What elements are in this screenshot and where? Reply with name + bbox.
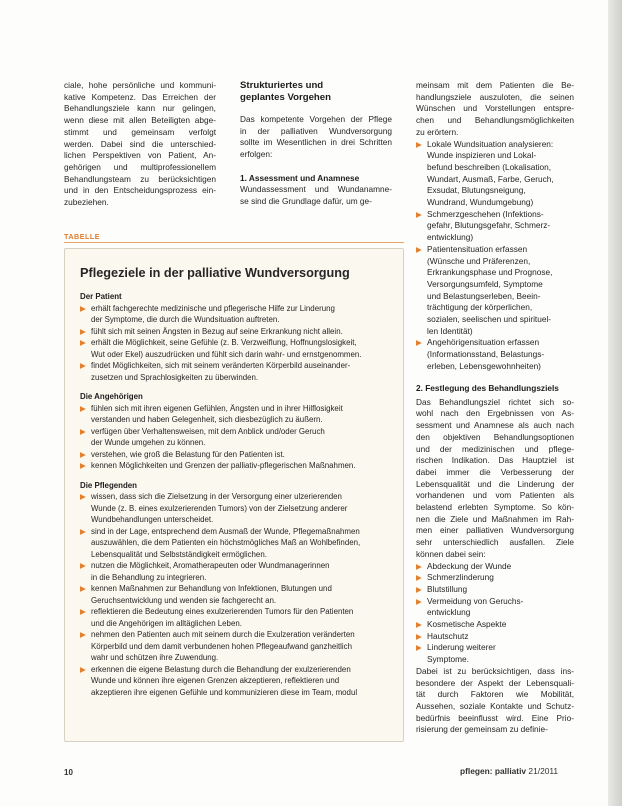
table-item-text: fühlt sich mit seinen Ängsten in Bezug auf seine Erkrankung nicht allein. [91, 326, 343, 336]
text-line: und der medizinischen und pflege- [416, 443, 574, 454]
table-item-text: nehmen den Patienten auch mit seinem durch die Exulzeration veränderten Körperbild und dem damit verbundenen hohen Pflegeaufwand ganzheitlich wahr und schützen ihre Zuwendung. [91, 630, 355, 662]
table-list-item [80, 426, 394, 449]
table-list-item [80, 449, 394, 461]
list-item-text: Lokale Wundsituation analysieren: Wunde inspizieren und Lokal- befund beschreiben (Lokalisation, Wundart, Ausmaß, Farbe, Geruch, Exsudat, Blutungsneigung, Wundrand, Wundumgebung) [427, 138, 554, 208]
column-1 [64, 80, 216, 209]
table-group-heading: Die Angehörigen [80, 392, 143, 401]
table-group-list [80, 491, 394, 698]
text-line: meinsam mit dem Patienten die Be- [416, 80, 574, 90]
table-list-item [80, 491, 394, 526]
bullet-arrow-icon: ▶ [416, 573, 422, 583]
page-edge-shadow [608, 0, 622, 806]
list-item-text: Abdeckung der Wunde [427, 560, 512, 571]
table-list-item [80, 606, 394, 629]
text-line: chen und Behandlungsmöglichkeiten [416, 115, 574, 126]
list-item-text: Vermeidung von Geruchs- entwicklung [427, 595, 524, 618]
list-item-text: Angehörigensituation erfassen (Informationsstand, Belastungs- erleben, Lebensgewohnheiten) [427, 337, 545, 371]
section-heading-structured: Strukturiertes und geplantes Vorgehen [240, 80, 331, 103]
table-list-item [80, 326, 394, 338]
text-line: rischen Indikation. Das Hauptziel ist [416, 455, 574, 466]
text-line: gehörigen und multiprofessionellem [64, 161, 216, 172]
table-item-text: sind in der Lage, entsprechend dem Ausmaß der Wunde, Pflegemaßnahmen auszuwählen, die dem Patienten ein höchstmögliches Maß an Wohlbefinden, Lebensqualität und Selbstständigkeit ermöglichen. [91, 526, 361, 559]
list-item-text: Patientensituation erfassen (Wünsche und Präferenzen, Erkrankungsphase und Prognose, Versorgungsumfeld, Symptome und Belastungserleben, Beein- trächtigung der körperlichen, sozialen, seelischen und spirituel- len Identität) [427, 243, 553, 336]
table-item-text: fühlen sich mit ihren eigenen Gefühlen, Ängsten und in ihrer Hilflosigkeit verstanden und haben Gelegenheit, sich diesbezüglich zu äußern. [91, 403, 343, 424]
list-item [416, 642, 574, 665]
table-item-text: verstehen, wie groß die Belastung für den Patienten ist. [91, 449, 285, 459]
text-line: risierung der gemeinsam zu definie- [416, 724, 548, 735]
bullet-arrow-icon: ▶ [80, 492, 86, 501]
bullet-arrow-icon: ▶ [416, 643, 422, 653]
text-line: handlungsziele auszuloten, die seinen [416, 91, 574, 102]
table-item-text: erkennen die eigene Belastung durch die Behandlung der exulzerierenden Wunde und können ihre eigenen Grenzen akzeptieren, reflektieren und akzeptieren ihre eigenen Gefühle und kommunizieren diese im Team, modul [91, 664, 358, 697]
text-line: Dabei ist zu berücksichtigen, dass ins- [416, 665, 574, 676]
text-line: zu erörtern. [416, 126, 459, 137]
bullet-arrow-icon: ▶ [80, 303, 86, 313]
list-item [416, 631, 574, 643]
bullet-arrow-icon: ▶ [80, 338, 86, 347]
table-item-text: erhält die Möglichkeit, seine Gefühle (z. B. Verzweiflung, Hoffnungslosigkeit, Wut oder Ekel) auszudrücken und fühlt sich darin wahr- und ernstgenommen. [91, 338, 362, 359]
table-list-item [80, 583, 394, 606]
text-line: Behandlungsziele kann nur gelingen, [64, 103, 216, 114]
text-line: nen die Ziele und Maßnahmen im Rah- [416, 513, 574, 524]
step1-heading: 1. Assessment und Anamnese [240, 172, 360, 183]
text-line: Wünschen und Vorstellungen entspre- [416, 103, 574, 114]
list-item-text: Blutstillung [427, 583, 468, 594]
text-line: Das Behandlungsziel richtet sich so- [416, 396, 574, 407]
table-list-item [80, 337, 394, 360]
text-line: den objektiven Behandlungsoptionen [416, 431, 574, 442]
bullet-arrow-icon: ▶ [416, 244, 422, 254]
bullet-arrow-icon: ▶ [80, 449, 86, 459]
text-line: können dabei sein: [416, 548, 486, 559]
list-item-text: Schmerzgeschehen (Infektions- gefahr, Blutungsgefahr, Schmerz- entwicklung) [427, 208, 551, 243]
list-item [416, 619, 574, 631]
text-line: Wundassessment und Wundanamne- [240, 184, 392, 195]
magazine-footer [460, 766, 558, 776]
text-line: kative Kompetenz. Das Erreichen der [64, 91, 216, 102]
text-line: sollte im Wesentlichen in drei Schritten [240, 137, 392, 148]
table-list-item [80, 303, 394, 326]
bullet-arrow-icon: ▶ [80, 664, 86, 674]
table-item-text: nutzen die Möglichkeit, Aromatherapeuten oder Wundmanagerinnen in die Behandlung zu integrieren. [91, 561, 330, 582]
table-list-item [80, 360, 394, 383]
text-line: se sind die Grundlage dafür, um ge- [240, 195, 372, 206]
table-tag-rule [64, 242, 404, 243]
table-body [80, 291, 394, 698]
text-line: dabei immer die Verbesserung der [416, 466, 574, 477]
list-item-text: Schmerzlinderung [427, 572, 494, 583]
column-3 [416, 80, 574, 373]
table-item-text: kennen Maßnahmen zur Behandlung von Infektionen, Blutungen und Geruchsentwicklung und wenden sie fachgerecht an. [91, 584, 332, 605]
list-item [416, 596, 574, 619]
goals-list [416, 561, 574, 666]
list-item [416, 209, 574, 244]
bullet-arrow-icon: ▶ [80, 403, 86, 413]
table-item-text: wissen, dass sich die Zielsetzung in der Versorgung einer ulzerierenden Wunde (z. B. eines exulzerierenden Tumors) von der Zielsetzung anderer Wundbehandlungen unterscheidet. [91, 492, 348, 524]
table-item-text: reflektieren die Bedeutung eines exulzerierenden Tumors für den Patienten und die Angehörigen im alltäglichen Leben. [91, 607, 354, 628]
magazine-name: pflegen: palliativ [460, 766, 527, 776]
text-line: Behandlungsteam zu berücksichtigen [64, 173, 216, 184]
list-item [416, 572, 574, 584]
bullet-arrow-icon: ▶ [80, 630, 86, 639]
table-list-item [80, 460, 394, 472]
bullet-arrow-icon: ▶ [80, 561, 86, 570]
bullet-arrow-icon: ▶ [416, 139, 422, 149]
list-item-text: Linderung weiterer Symptome. [427, 642, 496, 665]
text-line: und in den Entscheidungsprozess ein- [64, 185, 216, 196]
text-line: sessment und Anamnese als auch nach [416, 420, 574, 431]
table-list-item [80, 560, 394, 583]
list-item [416, 139, 574, 209]
table-group-list [80, 403, 394, 472]
list-item-text: Hautschutz [427, 630, 469, 641]
text-line: men einer palliativen Wundversorgung [416, 525, 574, 536]
list-item [416, 244, 574, 338]
list-item-text: Kosmetische Aspekte [427, 619, 507, 630]
text-line: wohl nach den Ergebnissen von As- [416, 408, 574, 419]
bullet-arrow-icon: ▶ [80, 326, 86, 336]
text-line: vorhandenen und vom Patienten als [416, 490, 574, 501]
closing-paragraph [416, 666, 574, 736]
bullet-arrow-icon: ▶ [416, 338, 422, 348]
step2-heading: 2. Festlegung des Behandlungsziels [416, 383, 559, 393]
column-2 [240, 80, 392, 208]
table-group-heading: Der Patient [80, 292, 122, 301]
bullet-arrow-icon: ▶ [80, 584, 86, 593]
column-3-lower [416, 383, 574, 736]
table-list-item [80, 629, 394, 664]
issue-number: 21/2011 [528, 766, 559, 776]
bullet-arrow-icon: ▶ [80, 461, 86, 470]
text-line: Lebensqualität und die Linderung der [416, 478, 574, 489]
bullet-arrow-icon: ▶ [416, 596, 422, 606]
text-line: werden. Dabei sind die unterschied- [64, 138, 216, 149]
table-tag: TABELLE [64, 232, 101, 241]
text-line: tät durch Faktoren wie Mobilität, [416, 689, 574, 700]
text-line: stimmt und gemeinsam verfolgt [64, 126, 216, 137]
table-item-text: kennen Möglichkeiten und Grenzen der palliativ-pflegerischen Maßnahmen. [91, 461, 356, 470]
table-list-item [80, 526, 394, 561]
col3-intro-paragraph [416, 80, 574, 139]
text-line: besondere der Aspekt der Lebensquali- [416, 677, 574, 688]
page-number: 10 [64, 768, 73, 777]
text-line: bedürfnis beeinflusst wird. Eine Prio- [416, 712, 574, 723]
text-line: ciale, hohe persönliche und kommuni- [64, 80, 216, 90]
table-group-list [80, 303, 394, 384]
text-line: sehr unterschiedlich ausfallen. Ziele [416, 537, 574, 548]
text-line: zubeziehen. [64, 197, 109, 208]
assessment-list [416, 139, 574, 373]
step2-paragraph [416, 397, 574, 561]
step1-paragraph [240, 184, 392, 207]
bullet-arrow-icon: ▶ [416, 620, 422, 630]
intro-paragraph [240, 114, 392, 161]
bullet-arrow-icon: ▶ [416, 561, 422, 571]
bullet-arrow-icon: ▶ [416, 631, 422, 641]
table-item-text: findet Möglichkeiten, sich mit seinem veränderten Körperbild auseinander- zusetzen und Sprachlosigkeiten zu überwinden. [91, 361, 351, 382]
table-list-item [80, 403, 394, 426]
table-item-text: erhält fachgerechte medizinische und pflegerische Hilfe zur Linderung der Symptome, die durch die Wundsituation auftreten. [91, 303, 335, 324]
text-line: belastend erlebten Symptome. So kön- [416, 502, 574, 513]
bullet-arrow-icon: ▶ [80, 361, 86, 370]
text-line: wenn diese mit allen Beteiligten abge- [64, 115, 216, 126]
text-line: in der palliativen Wundversorgung [240, 125, 392, 136]
table-list-item [80, 664, 394, 699]
list-item [416, 584, 574, 596]
bullet-arrow-icon: ▶ [416, 209, 422, 219]
list-item [416, 561, 574, 573]
list-item [416, 337, 574, 372]
table-title: Pflegeziele in der palliative Wundversorgung [80, 266, 350, 280]
bullet-arrow-icon: ▶ [80, 426, 86, 436]
text-line: lichen Perspektiven von Patient, An- [64, 150, 216, 161]
table-item-text: verfügen über Verhaltensweisen, mit dem Anblick und/oder Geruch der Wunde umgehen zu können. [91, 426, 325, 447]
bullet-arrow-icon: ▶ [80, 607, 86, 616]
bullet-arrow-icon: ▶ [416, 584, 422, 594]
table-group-heading: Die Pflegenden [80, 480, 137, 490]
text-line: erfolgen: [240, 149, 273, 160]
text-line: Aussehen, soziale Kontakte und Schutz- [416, 700, 574, 711]
text-line: Das kompetente Vorgehen der Pflege [240, 114, 392, 124]
bullet-arrow-icon: ▶ [80, 526, 86, 536]
